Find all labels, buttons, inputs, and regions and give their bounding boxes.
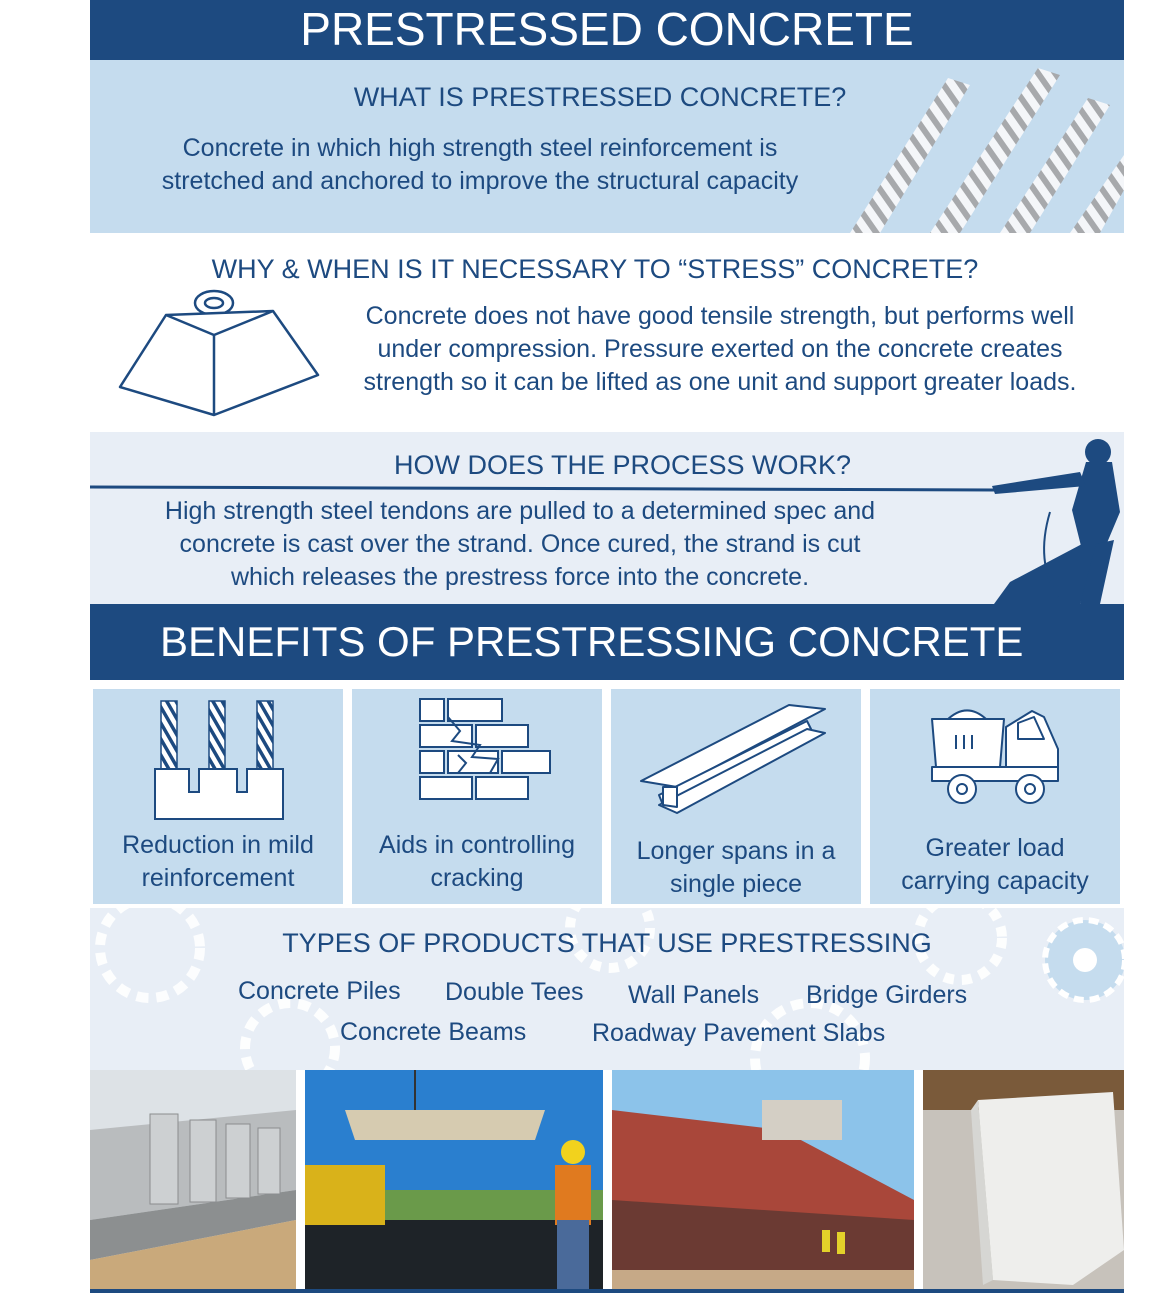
product-item: Wall Panels [628, 981, 760, 1009]
photo-concrete-piles [90, 1070, 296, 1290]
what-line: Concrete in which high strength steel reinforcement is [182, 134, 778, 162]
rebar-icon [153, 697, 285, 822]
why-line: Concrete does not have good tensile strength, but performs well [365, 302, 1075, 330]
bottom-rule [90, 1289, 1124, 1293]
benefit-line: Greater load [925, 834, 1065, 862]
benefit-card [352, 689, 602, 904]
why-heading: WHY & WHEN IS IT NECESSARY TO “STRESS” CONCRETE? [211, 254, 979, 284]
benefit-text [870, 832, 1120, 898]
photo-concrete-beam [923, 1070, 1124, 1290]
cracked-bricks-icon [418, 697, 554, 817]
page-title: PRESTRESSED CONCRETE [300, 3, 914, 55]
products-heading: TYPES OF PRODUCTS THAT USE PRESTRESSING [282, 928, 932, 958]
benefit-text [352, 829, 602, 895]
how-text [110, 495, 930, 594]
why-line: under compression. Pressure exerted on the concrete creates [377, 335, 1063, 363]
i-beam-icon [639, 703, 835, 815]
products-section [90, 908, 1124, 1070]
benefit-line: single piece [669, 870, 803, 898]
benefit-card [870, 689, 1120, 904]
benefit-line: cracking [430, 864, 524, 892]
product-item: Bridge Girders [806, 981, 968, 1009]
what-line: stretched and anchored to improve the structural capacity [161, 167, 799, 195]
how-line: concrete is cast over the strand. Once cured, the strand is cut [179, 530, 861, 558]
product-item: Concrete Piles [238, 977, 401, 1005]
benefits-banner [90, 604, 1124, 680]
benefit-line: Longer spans in a [636, 837, 836, 865]
photo-wall-panels [612, 1070, 914, 1290]
benefit-card [93, 689, 343, 904]
why-text [330, 300, 1110, 399]
what-heading: WHAT IS PRESTRESSED CONCRETE? [353, 82, 847, 112]
weight-icon [118, 283, 328, 418]
what-text [110, 132, 850, 198]
how-section [90, 432, 1124, 604]
why-line: strength so it can be lifted as one unit and support greater loads. [363, 368, 1077, 396]
benefit-text [611, 835, 861, 901]
photo-lifted-slab [305, 1070, 603, 1290]
benefit-line: carrying capacity [901, 867, 1089, 895]
what-section [90, 60, 1124, 233]
benefit-line: reinforcement [141, 864, 295, 892]
dump-truck-icon [926, 697, 1066, 817]
how-line: which releases the prestress force into the concrete. [230, 563, 810, 591]
how-line: High strength steel tendons are pulled to a determined spec and [164, 497, 876, 525]
benefit-line: Reduction in mild [122, 831, 314, 859]
benefit-card [611, 689, 861, 904]
product-item: Double Tees [445, 978, 584, 1006]
benefit-line: Aids in controlling [379, 831, 575, 859]
title-banner [90, 0, 1124, 60]
benefit-text [93, 829, 343, 895]
benefits-title: BENEFITS OF PRESTRESSING CONCRETE [160, 618, 1024, 665]
product-item: Roadway Pavement Slabs [592, 1019, 886, 1047]
how-heading: HOW DOES THE PROCESS WORK? [393, 450, 852, 480]
product-item: Concrete Beams [340, 1018, 527, 1046]
